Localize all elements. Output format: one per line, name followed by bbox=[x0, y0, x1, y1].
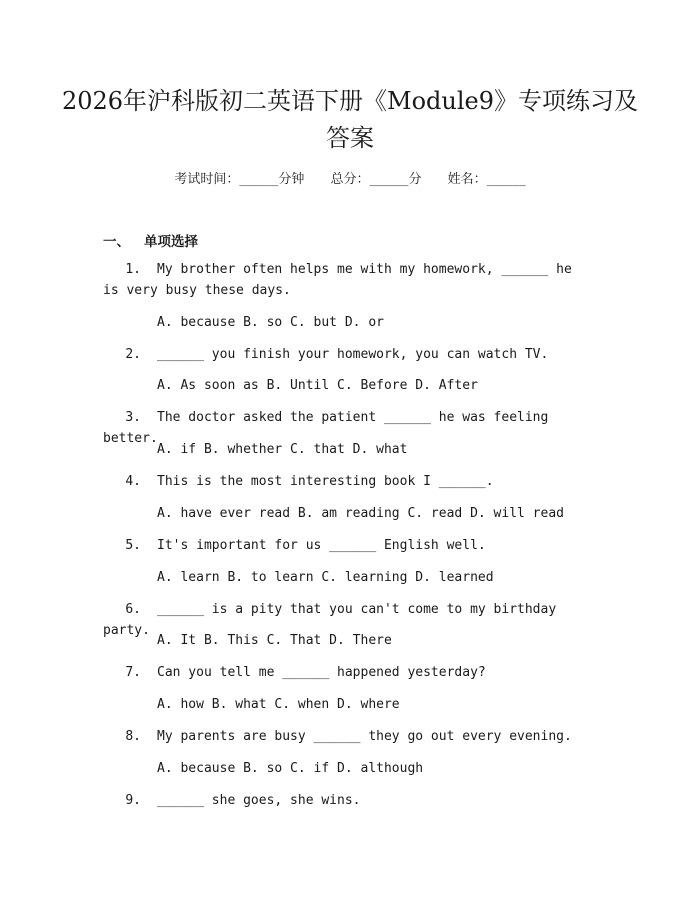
exam-meta bbox=[0, 168, 700, 187]
question-2 bbox=[103, 344, 593, 365]
question-number: 6 . bbox=[103, 599, 157, 620]
section-label: 单项选择 bbox=[144, 234, 198, 250]
question-text: ______ you finish your homework, you can watch TV. bbox=[157, 347, 549, 362]
question-text: Can you tell me ______ happened yesterday? bbox=[157, 665, 486, 680]
exam-score: 总分：______分 bbox=[330, 172, 422, 187]
page-title: 2026年沪科版初二英语下册《Module9》专项练习及答案 bbox=[61, 87, 639, 152]
question-number: 2 . bbox=[103, 344, 157, 365]
question-number: 8 . bbox=[103, 726, 157, 747]
question-3-options: A. if B. whether C. that D. what bbox=[157, 442, 408, 457]
question-text: It's important for us ______ English well. bbox=[157, 538, 486, 553]
question-6-options: A. It B. This C. That D. There bbox=[157, 633, 392, 648]
question-2-options: A. As soon as B. Until C. Before D. After bbox=[157, 378, 478, 393]
question-8 bbox=[103, 726, 593, 747]
question-text: My parents are busy ______ they go out every evening. bbox=[157, 729, 572, 744]
question-number: 7 . bbox=[103, 662, 157, 683]
question-number: 5 . bbox=[103, 535, 157, 556]
question-4-options: A. have ever read B. am reading C. read D. will read bbox=[157, 506, 564, 521]
question-number: 1 . bbox=[103, 259, 157, 280]
question-5-options: A. learn B. to learn C. learning D. learned bbox=[157, 570, 494, 585]
question-8-options: A. because B. so C. if D. although bbox=[157, 761, 424, 776]
question-number: 9 . bbox=[103, 790, 157, 811]
question-9 bbox=[103, 790, 593, 811]
question-7-options: A. how B. what C. when D. where bbox=[157, 697, 400, 712]
question-5 bbox=[103, 535, 593, 556]
question-text: This is the most interesting book I ______. bbox=[157, 474, 494, 489]
question-4 bbox=[103, 471, 593, 492]
question-7 bbox=[103, 662, 593, 683]
question-text: ______ is a pity that you can't come to my birthday party. bbox=[103, 602, 557, 638]
question-text: The doctor asked the patient ______ he was feeling better. bbox=[103, 410, 549, 446]
question-number: 4 . bbox=[103, 471, 157, 492]
section-number: 一、 bbox=[103, 234, 130, 250]
question-1-options: A. because B. so C. but D. or bbox=[157, 315, 384, 330]
question-text: My brother often helps me with my homework, ______ he is very busy these days. bbox=[103, 262, 572, 298]
exam-name: 姓名：______ bbox=[447, 172, 526, 187]
question-text: ______ she goes, she wins. bbox=[157, 793, 361, 808]
exam-time: 考试时间：______分钟 bbox=[174, 172, 305, 187]
question-1 bbox=[103, 259, 593, 301]
section-heading bbox=[103, 230, 198, 250]
question-number: 3 . bbox=[103, 407, 157, 428]
